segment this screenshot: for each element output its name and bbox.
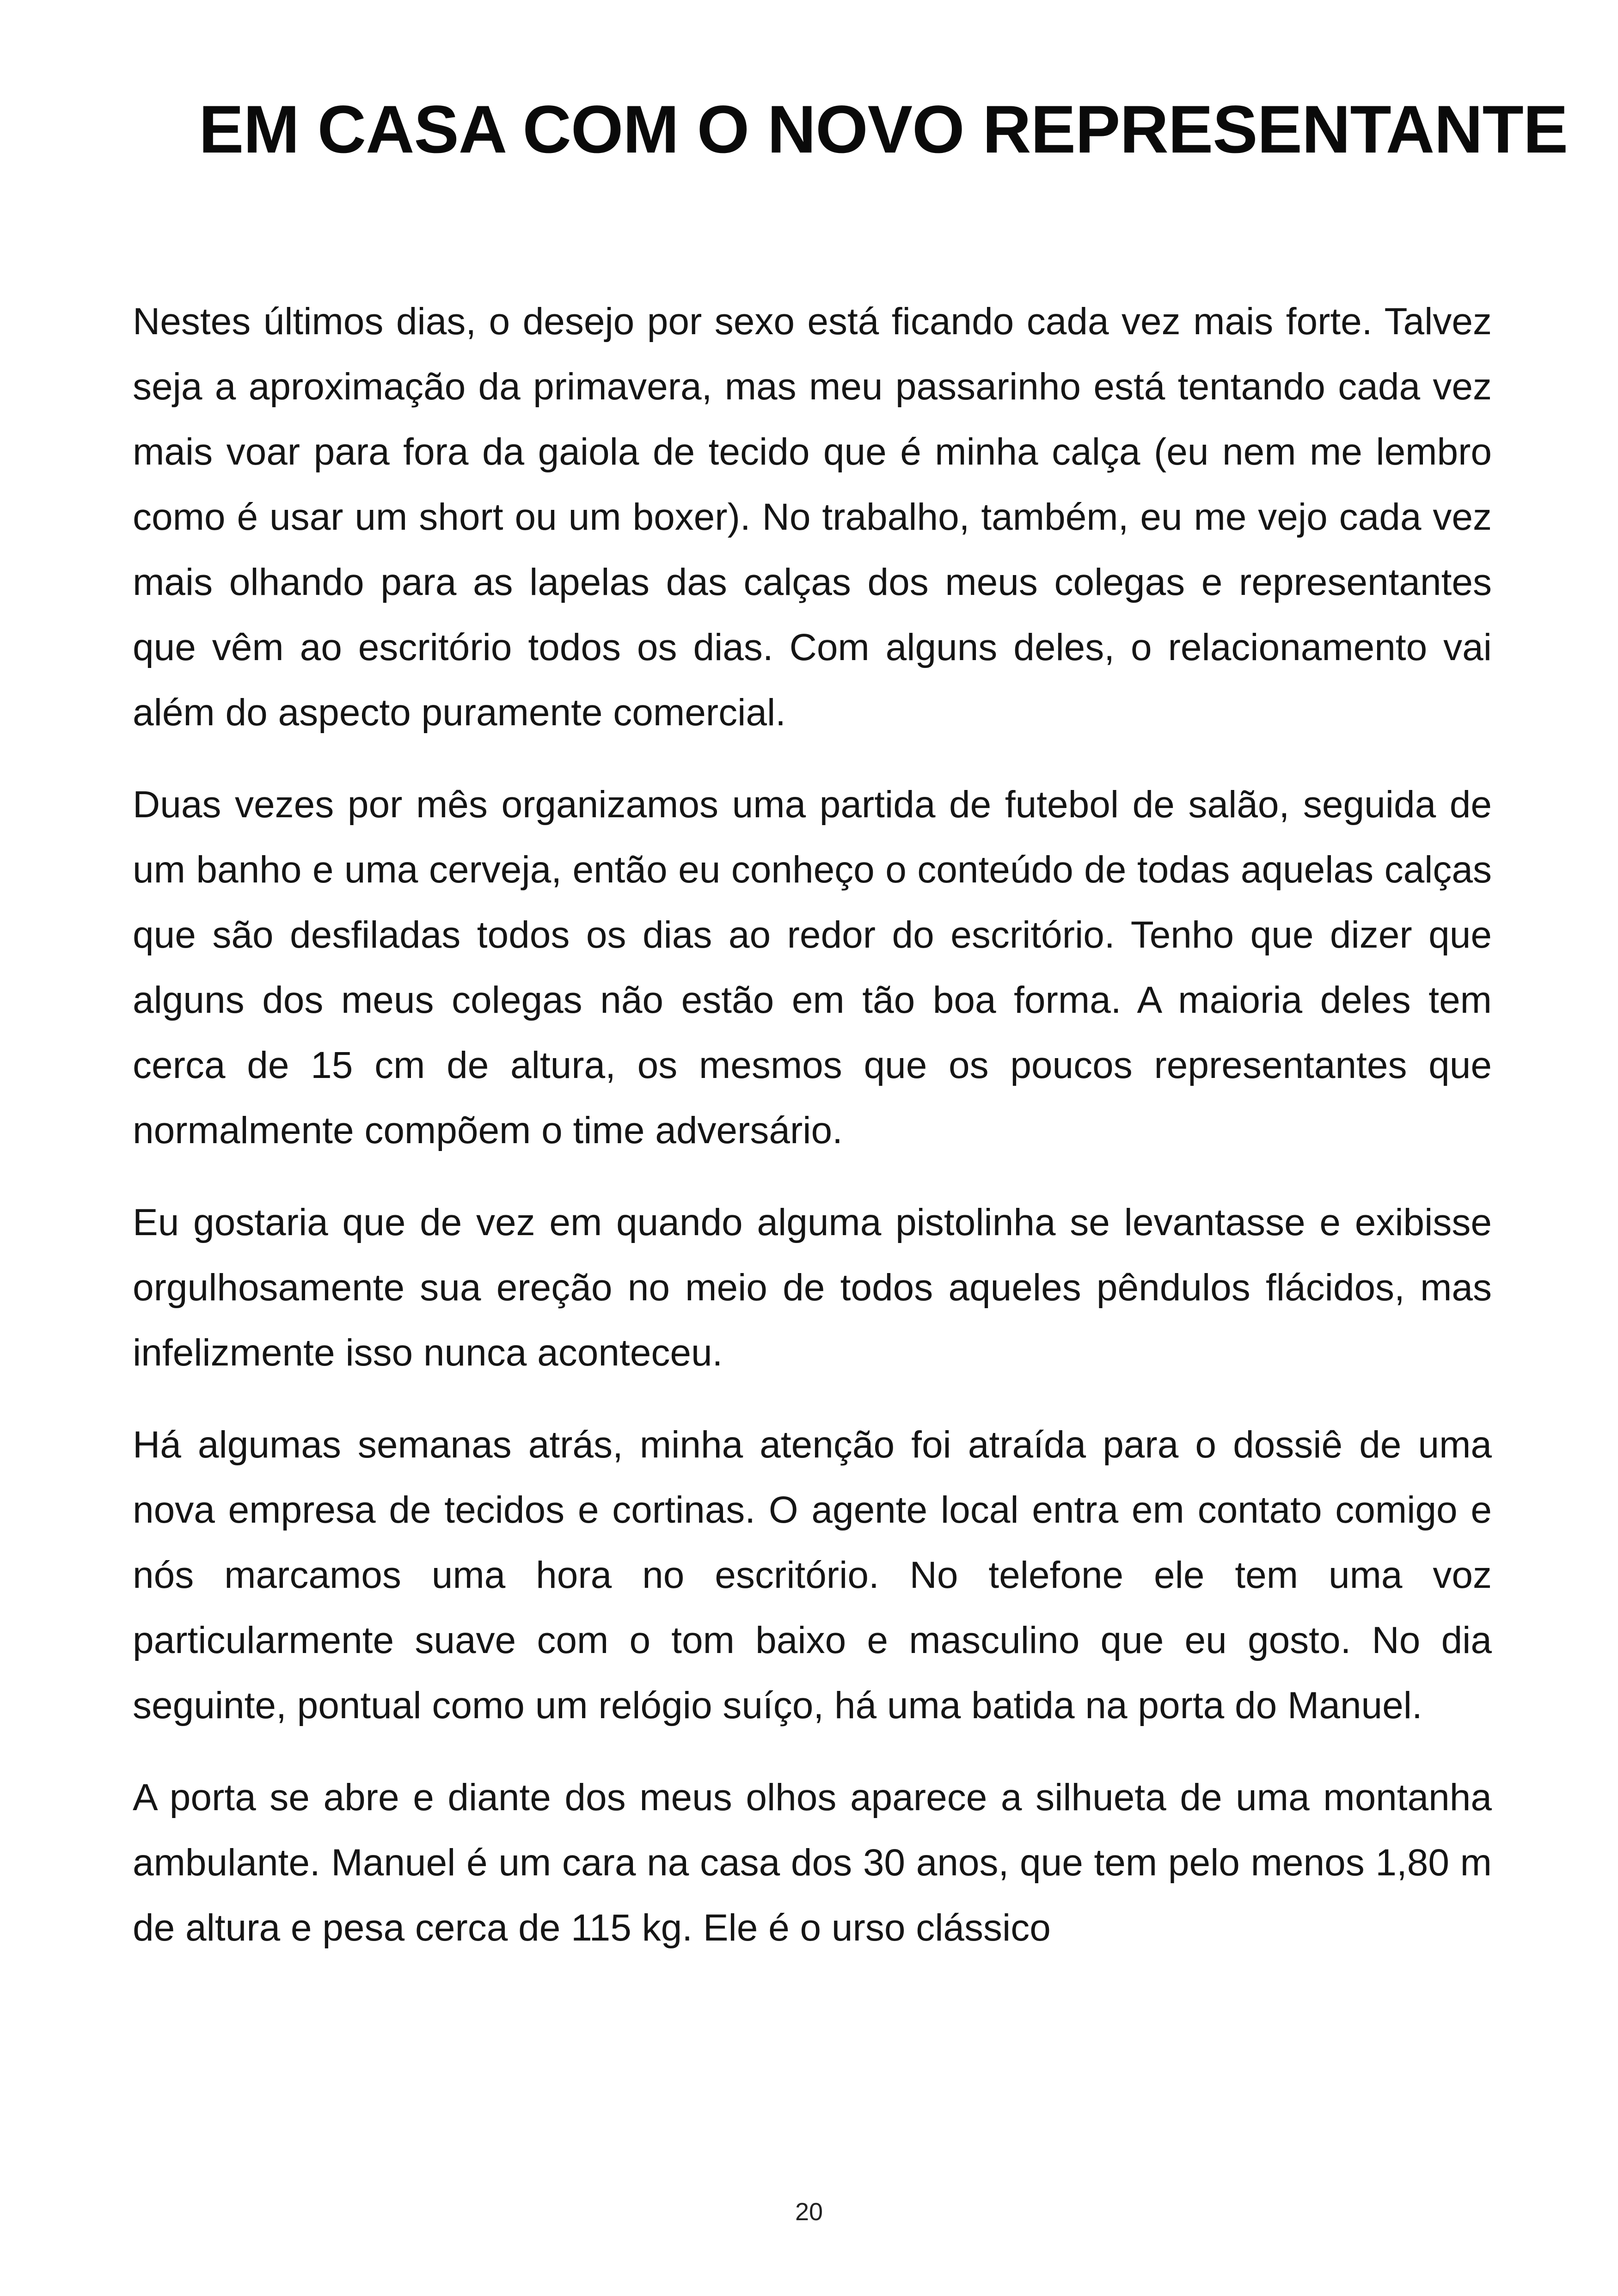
paragraph: Há algumas semanas atrás, minha atenção foi atraída para o dossiê de uma nova empresa de tecidos e cortinas. O agente local entra em contato comigo e nós marcamos uma hora no escritório. No telefone ele tem uma voz particularmente suave com o tom baixo e masculino que eu gosto. No dia seguinte, pontual como um relógio suíço, há uma batida na porta do Manuel. [133,1424,1492,1727]
chapter-title: EM CASA COM O NOVO REPRESENTANTE [199,92,1568,167]
body-text [133,289,1492,1960]
paragraph: Eu gostaria que de vez em quando alguma pistolinha se levantasse e exibisse orgulhosamente sua ereção no meio de todos aqueles pêndulos flácidos, mas infelizmente isso nunca aconteceu. [133,1201,1492,1374]
paragraph: Nestes últimos dias, o desejo por sexo está ficando cada vez mais forte. Talvez seja a aproximação da primavera, mas meu passarinho está tentando cada vez mais voar para fora da gaiola de tecido que é minha calça (eu nem me lembro como é usar um short ou um boxer). No trabalho, também, eu me vejo cada vez mais olhando para as lapelas das calças dos meus colegas e representantes que vêm ao escritório todos os dias. Com alguns deles, o relacionamento vai além do aspecto puramente comercial. [133,300,1492,734]
paragraph: A porta se abre e diante dos meus olhos aparece a silhueta de uma montanha ambulante. Manuel é um cara na casa dos 30 anos, que tem pelo menos 1,80 m de altura e pesa cerca de 115 kg. Ele é o urso clássico [133,1776,1492,1949]
page-number: 20 [795,2198,823,2226]
paragraph: Duas vezes por mês organizamos uma partida de futebol de salão, seguida de um banho e uma cerveja, então eu conheço o conteúdo de todas aquelas calças que são desfiladas todos os dias ao redor do escritório. Tenho que dizer que alguns dos meus colegas não estão em tão boa forma. A maioria deles tem cerca de 15 cm de altura, os mesmos que os poucos representantes que normalmente compõem o time adversário. [133,784,1492,1151]
